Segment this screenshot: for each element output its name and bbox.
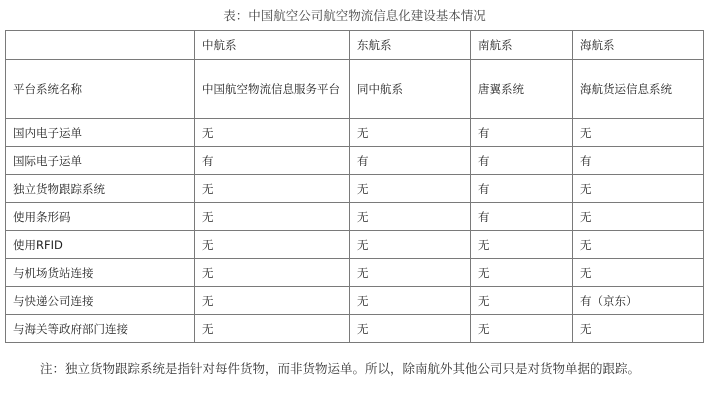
cell-zhonghang: 无 [195, 175, 350, 203]
cell-donghang: 无 [350, 315, 471, 343]
cell-donghang: 无 [350, 119, 471, 147]
row-label: 与海关等政府部门连接 [6, 315, 195, 343]
cell-donghang: 无 [350, 259, 471, 287]
cell-zhonghang: 无 [195, 203, 350, 231]
header-cell-nanhang: 南航系 [471, 31, 573, 60]
cell-donghang: 无 [350, 175, 471, 203]
header-cell-zhonghang: 中航系 [195, 31, 350, 60]
header-cell-donghang: 东航系 [350, 31, 471, 60]
row-label: 独立货物跟踪系统 [6, 175, 195, 203]
table-footnote: 注：独立货物跟踪系统是指针对每件货物，而非货物运单。所以，除南航外其他公司只是对货物单据的跟踪。 [40, 361, 641, 376]
cell-nanhang: 有 [471, 119, 573, 147]
cell-zhonghang: 有 [195, 147, 350, 175]
row-label: 使用RFID [6, 231, 195, 259]
cell-nanhang: 有 [471, 147, 573, 175]
header-cell-empty [6, 31, 195, 60]
cell-haihang: 有 [573, 147, 704, 175]
platform-cell-haihang: 海航货运信息系统 [573, 60, 704, 119]
platform-row [6, 60, 704, 119]
cell-haihang: 无 [573, 259, 704, 287]
table-row [6, 315, 704, 343]
cell-donghang: 有 [350, 147, 471, 175]
cell-nanhang: 有 [471, 203, 573, 231]
cell-haihang: 无 [573, 175, 704, 203]
cell-nanhang: 无 [471, 231, 573, 259]
cell-donghang: 无 [350, 203, 471, 231]
cell-haihang: 无 [573, 119, 704, 147]
table-row [6, 175, 704, 203]
cell-haihang: 有（京东） [573, 287, 704, 315]
table-row [6, 147, 704, 175]
cell-haihang: 无 [573, 231, 704, 259]
table-caption: 表：中国航空公司航空物流信息化建设基本情况 [223, 8, 486, 23]
cell-zhonghang: 无 [195, 315, 350, 343]
cell-nanhang: 无 [471, 287, 573, 315]
table-row [6, 203, 704, 231]
header-cell-haihang: 海航系 [573, 31, 704, 60]
cell-zhonghang: 无 [195, 259, 350, 287]
row-label: 与快递公司连接 [6, 287, 195, 315]
cell-zhonghang: 无 [195, 231, 350, 259]
platform-cell-nanhang: 唐翼系统 [471, 60, 573, 119]
cell-nanhang: 无 [471, 259, 573, 287]
table-row [6, 119, 704, 147]
table-header-row [6, 31, 704, 60]
table-row [6, 259, 704, 287]
cell-haihang: 无 [573, 315, 704, 343]
row-label: 使用条形码 [6, 203, 195, 231]
cell-nanhang: 无 [471, 315, 573, 343]
table-row [6, 231, 704, 259]
cell-donghang: 无 [350, 287, 471, 315]
cell-zhonghang: 无 [195, 119, 350, 147]
table-row [6, 287, 704, 315]
cell-donghang: 无 [350, 231, 471, 259]
platform-cell-zhonghang: 中国航空物流信息服务平台 [195, 60, 350, 119]
row-label: 国际电子运单 [6, 147, 195, 175]
cell-zhonghang: 无 [195, 287, 350, 315]
platform-cell-donghang: 同中航系 [350, 60, 471, 119]
cell-nanhang: 有 [471, 175, 573, 203]
row-label: 与机场货站连接 [6, 259, 195, 287]
table-body [6, 31, 704, 343]
cell-haihang: 无 [573, 203, 704, 231]
row-label: 国内电子运单 [6, 119, 195, 147]
airline-logistics-table [5, 30, 704, 343]
platform-row-label: 平台系统名称 [6, 60, 195, 119]
